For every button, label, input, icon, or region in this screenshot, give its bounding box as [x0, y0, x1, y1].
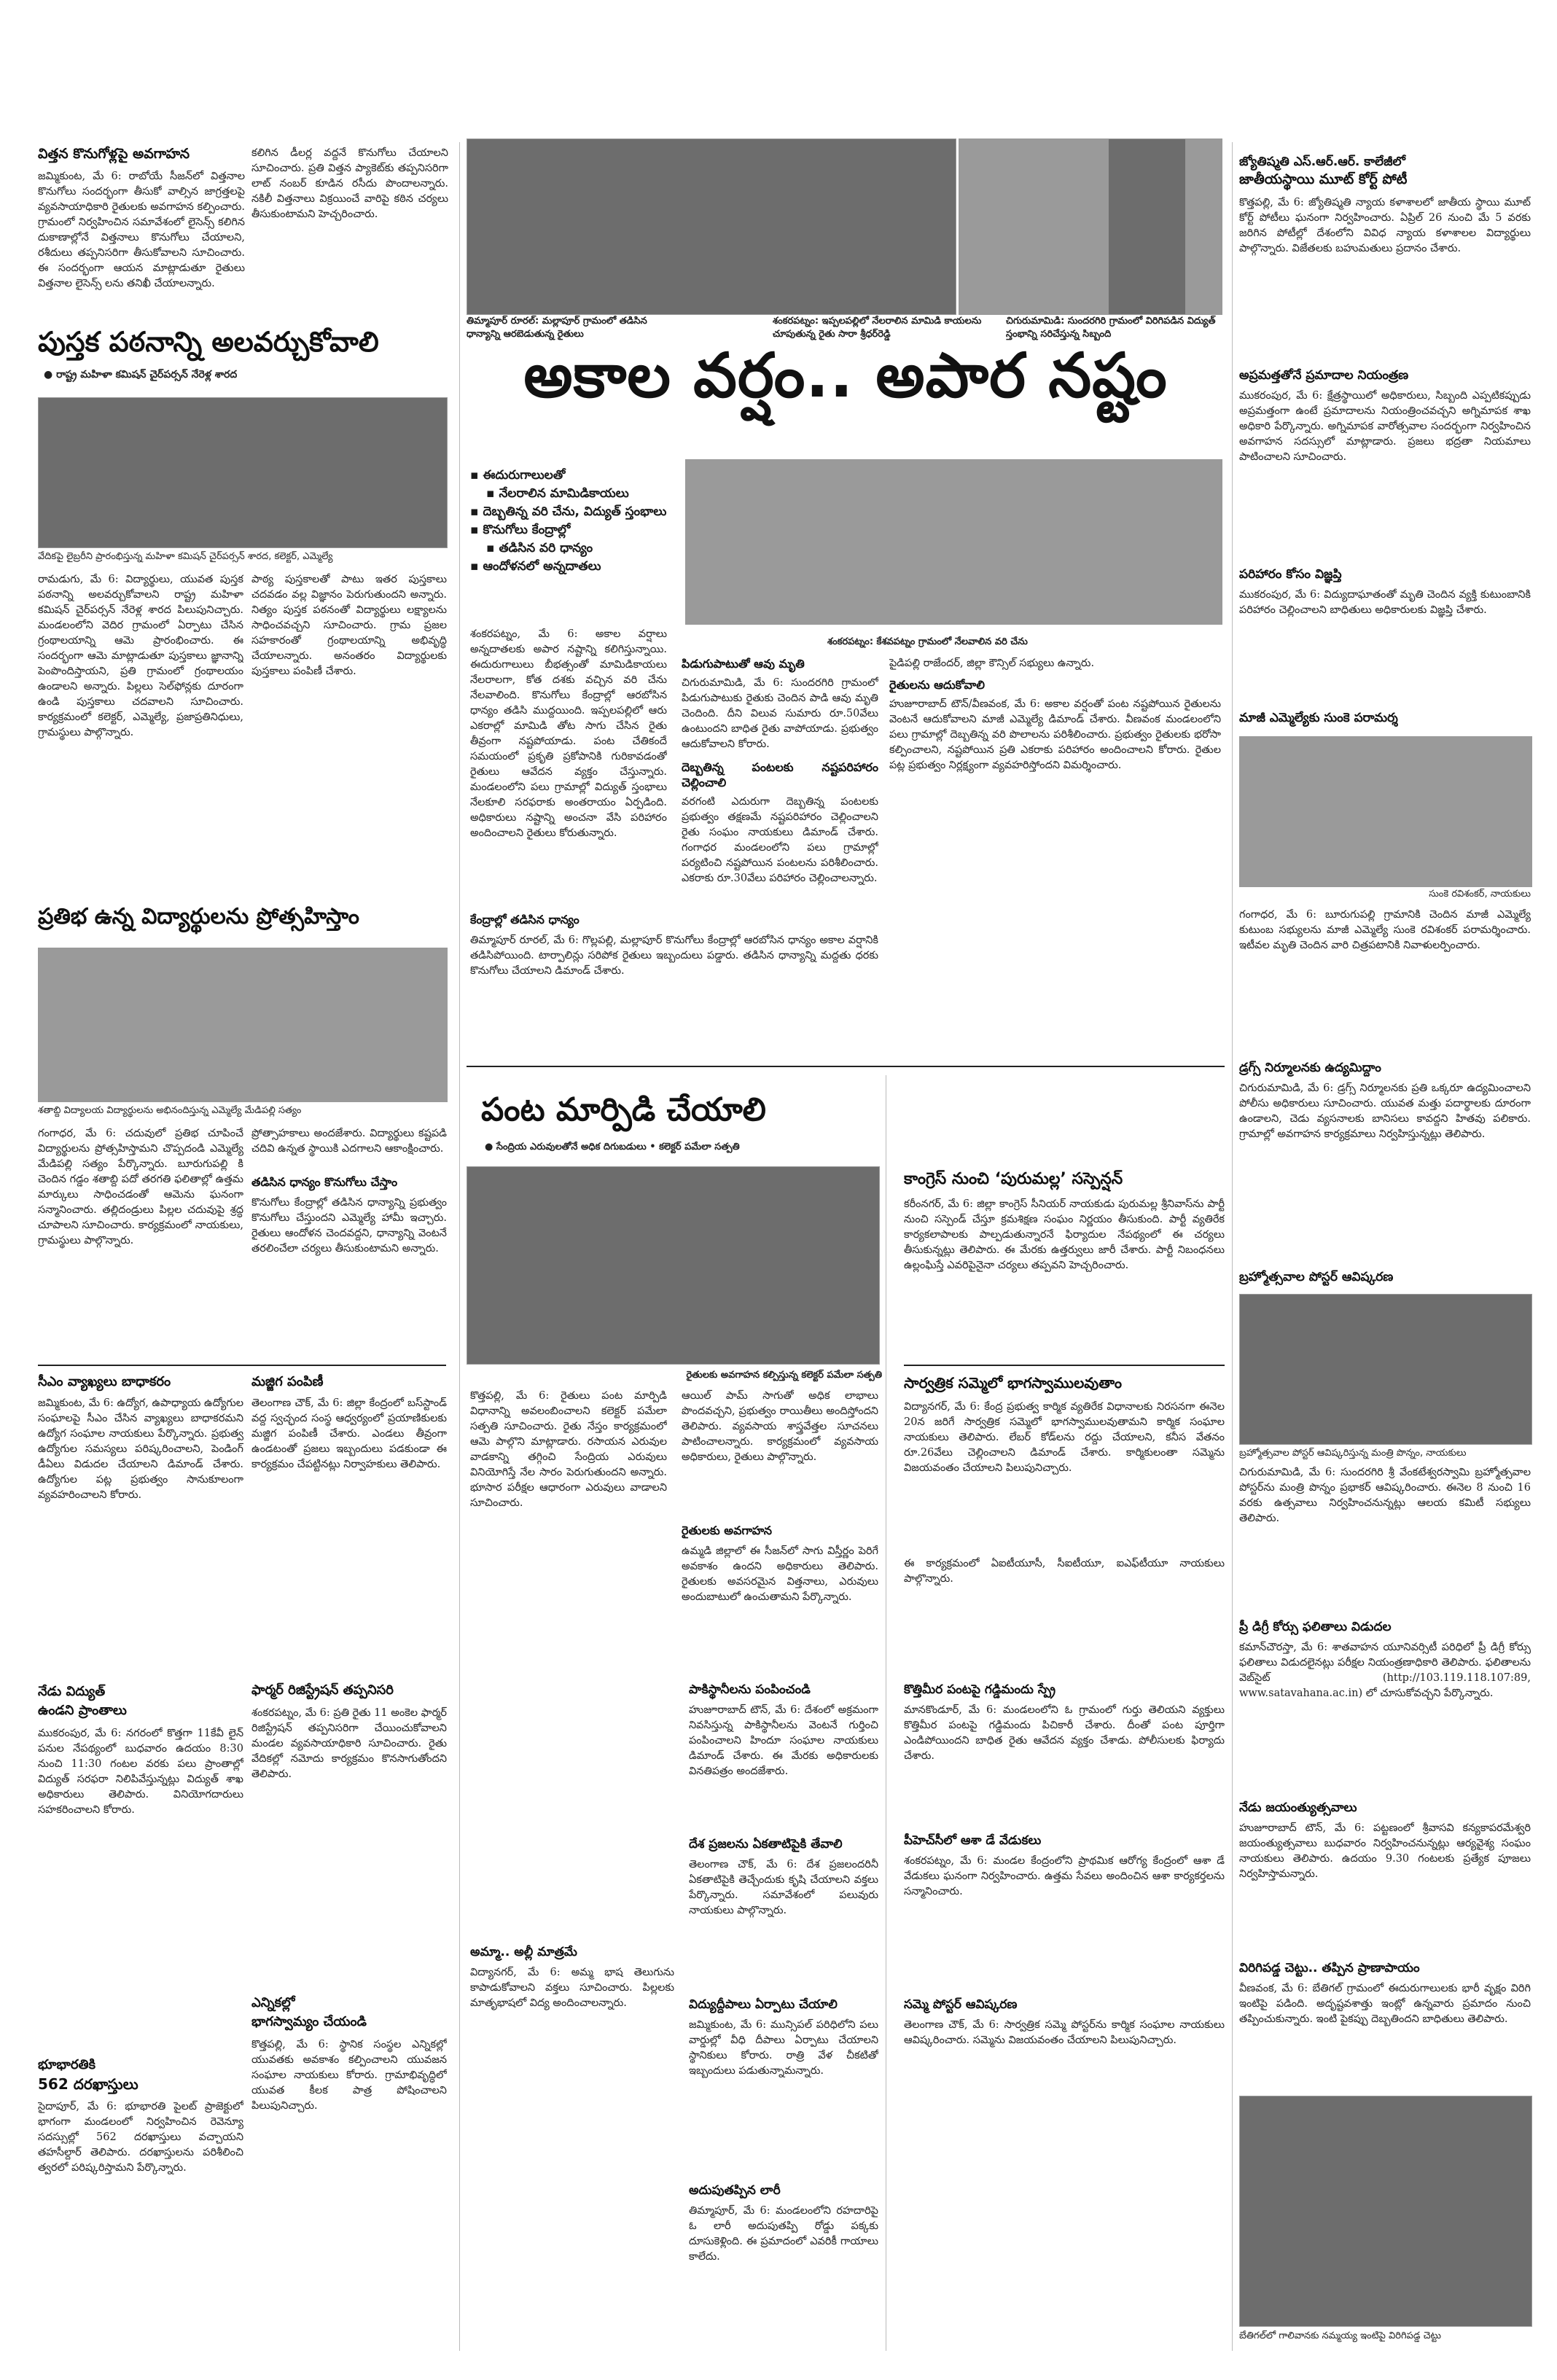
pre-degree-results-text: కమాన్‌చౌరస్తా, మే 6: శాతవాహన యూనివర్సిటీ పరిధిలో ప్రీ డిగ్రీ కోర్సు ఫలితాలు విడుదలైనట్లు పరీక్షల నియంత్రణాధికారి తెలిపారు. ఫలితాలను వెబ్‌సైట్ (http://103.119.118.107:89, www.satavahana.ac.in) లో చూసుకోవచ్చని పేర్కొన్నారు. [1239, 1642, 1531, 1699]
seed-awareness-text-cont: కలిగిన డీలర్ల వద్దనే కొనుగోలు చేయాలని సూచించారు. ప్రతి విత్తన ప్యాకెట్‌కు తప్పనిసరిగా లాట్ నంబర్ కూడిన రసీదు పొందాలన్నారు. నకిలీ విత్తనాలు విక్రయించే వారిపై కఠిన చర్యలు తీసుకుంటామని హెచ్చరించారు. [251, 147, 448, 220]
students-photo-caption: శతాబ్ది విద్యాలయ విద్యార్థులను అభినందిస్తున్న ఎమ్మెల్యే మేడిపల్లి సత్యం [38, 1105, 302, 1116]
support-farmers-block [889, 656, 1221, 1061]
farmer-awareness-text: ఉమ్మడి జిల్లాలో ఈ సీజన్‌లో సాగు విస్తీర్ణం పెరిగే అవకాశం ఉందని అధికారులు తెలిపారు. రైతులకు అవసరమైన విత్తనాలు, ఎరువులు అందుబాటులో ఉంచుతామని పేర్కొన్నారు. [682, 1545, 878, 1603]
brahmotsavam-photo-caption: బ్రహ్మోత్సవాల పోస్టర్ ఆవిష్కరిస్తున్న మంత్రి పొన్నం, నాయకులు [1239, 1448, 1467, 1459]
farmer-awareness-subheadline: రైతులకు అవగాహన [682, 1523, 772, 1537]
crop-rotation-byline-text: సేంద్రియ ఎరువులతోనే అధిక దిగుబడులు • కలెక్టర్ పమేలా సత్పతి [496, 1142, 740, 1152]
moot-court-headline-line1: జ్యోతిష్మతి ఎస్.ఆర్.ఆర్. కాలేజీలో [1239, 155, 1406, 169]
crop-compensation-text: వరగంటి ఎదురుగా దెబ్బతిన్న పంటలకు ప్రభుత్వం తక్షణమే నష్టపరిహారం చెల్లించాలని రైతు సంఘం నాయకులు డిమాండ్ చేశారు. గంగాధర మండలంలోని పలు గ్రామాల్లో పర్యటించి నష్టపోయిన పంటలను పరిశీలించారు. ఎకరాకు రూ.30వేలు పరిహారం చెల్లించాలన్నారు. [682, 796, 878, 884]
collector-farmers-photo [467, 1166, 880, 1365]
paddy-field-photo-caption: శంకరపట్నం: కేశవపట్నం గ్రామంలో నేలవాలిన వరి చేను [827, 636, 1028, 647]
fallen-tree-headline: విరిగిపడ్డ చెట్టు.. తప్పిన ప్రాణాపాయం [1239, 1961, 1420, 1975]
talented-students-text: గంగాధర, మే 6: చదువులో ప్రతిభ చూపించే విద్యార్థులను ప్రోత్సహిస్తామని చొప్పదండి ఎమ్మెల్యే మేడిపల్లి సత్యం పేర్కొన్నారు. బూరుగుపల్లి కి చెందిన గడ్డం శతాబ్ది పదో తరగతి ఫలితాల్లో ఉత్తమ మార్కులు సాధించడంతో ఆమెను ఘనంగా సన్మానించారు. తల్లిదండ్రులు పిల్లల చదువుపై శ్రద్ధ చూపాలని సూచించారు. కార్యక్రమంలో నాయకులు, గ్రామస్థులు పాల్గొన్నారు. [38, 1128, 243, 1246]
former-mla-visit-text: గంగాధర, మే 6: బూరుగుపల్లి గ్రామానికి చెందిన మాజీ ఎమ్మెల్యే కుటుంబ సభ్యులను మాజీ ఎమ్మెల్యే సుంకె రవిశంకర్ పరామర్శించారు. ఇటీవల మృతి చెందిన వారి చిత్రపటానికి నివాళులర్పించారు. [1239, 909, 1531, 951]
general-strike-text: విద్యానగర్, మే 6: కేంద్ర ప్రభుత్వ కార్మిక వ్యతిరేక విధానాలకు నిరసనగా ఈనెల 20న జరిగే సార్వత్రిక సమ్మెలో భాగస్వాములవుతామని కార్మిక సంఘాల నాయకులు తెలిపారు. లేబర్ కోడ్‌లను రద్దు చేయాలని, కనీస వేతనం రూ.26వేలు చెల్లించాలని డిమాండ్ చేశారు. కార్మికులంతా సమ్మెను విజయవంతం చేయాలని పిలుపునిచ్చారు. [904, 1401, 1225, 1474]
divider [38, 1365, 446, 1366]
library-photo-caption: వేదికపై లైబ్రరీని ప్రారంభిస్తున్న మహిళా కమిషన్ చైర్‌పర్సన్ శారద, కలెక్టర్, ఎమ్మెల్యే [38, 551, 333, 562]
seed-awareness-headline: విత్తన కొనుగోళ్లపై అవగాహన [38, 146, 190, 162]
reading-habit-text-cont: పాఠ్య పుస్తకాలతో పాటు ఇతర పుస్తకాలు చదవడం వల్ల విజ్ఞానం పెరుగుతుందని అన్నారు. నిత్యం పుస్తక పఠనంతో విద్యార్థులు లక్ష్యాలను సాధించవచ్చని సూచించారు. గ్రామ ప్రజల సహకారంతో గ్రంథాలయాన్ని అభివృద్ధి చేయాలన్నారు. అనంతరం విద్యార్థులకు పుస్తకాలు పంపిణీ చేశారు. [251, 574, 447, 677]
collector-photo-caption: రైతులకు అవగాహన కల్పిస్తున్న కలెక్టర్ పమేలా సత్పతి [686, 1370, 882, 1381]
farmer-registration-text: శంకరపట్నం, మే 6: ప్రతి రైతు 11 అంకెల ఫార్మర్ రిజిస్ట్రేషన్ తప్పనిసరిగా చేయించుకోవాలని మండల వ్యవసాయాధికారి సూచించారు. రైతు వేదికల్లో నమోదు కార్యక్రమం కొనసాగుతోందని తెలిపారు. [251, 1707, 447, 1780]
congress-suspension-text: కరీంనగర్, మే 6: జిల్లా కాంగ్రెస్ సీనియర్ నాయకుడు పురుమల్ల శ్రీనివాస్‌ను పార్టీ నుంచి సస్పెండ్ చేస్తూ క్రమశిక్షణ సంఘం నిర్ణయం తీసుకుంది. పార్టీ వ్యతిరేక కార్యకలాపాలకు పాల్పడుతున్నారనే ఫిర్యాదుల నేపథ్యంలో ఈ చర్యలు తీసుకున్నట్లు తెలిపారు. ఈ మేరకు ఉత్తర్వులు జారీ చేశారు. పార్టీ నిబంధనలు ఉల్లంఘిస్తే ఎవరిపైనైనా చర్యలు తప్పవని హెచ్చరించారు. [904, 1198, 1225, 1271]
reading-habit-text: రామడుగు, మే 6: విద్యార్థులు, యువత పుస్తక పఠనాన్ని అలవర్చుకోవాలని రాష్ట్ర మహిళా కమిషన్ చైర్‌పర్సన్ నేరెళ్ల శారద పిలుపునిచ్చారు. మండలంలోని వెదిర గ్రామంలో ఏర్పాటు చేసిన గ్రంథాలయాన్ని ఆమె ప్రారంభించారు. ఈ సందర్భంగా ఆమె మాట్లాడుతూ పుస్తకాలు జ్ఞానాన్ని పెంపొందిస్తాయని, ప్రతి గ్రామంలో గ్రంథాలయం ఉండాలని అన్నారు. పిల్లలు సెల్‌ఫోన్లకు దూరంగా ఉండి పుస్తకాలు చదవాలని సూచించారు. కార్యక్రమంలో కలెక్టర్, ఎమ్మెల్యే, ప్రజాప్రతినిధులు, గ్రామస్థులు పాల్గొన్నారు. [38, 574, 243, 738]
bhubharati-headline-line2: 562 దరఖాస్తులు [38, 2075, 138, 2093]
bullet-icon: ● [44, 369, 57, 381]
coriander-spray-headline: కొత్తిమీర పంటపై గడ్డిమందు స్ప్రే [904, 1682, 1056, 1697]
fallen-tree-text: వీణవంక, మే 6: బేతిగల్ గ్రామంలో ఈదురుగాలులకు భారీ వృక్షం విరిగి ఇంటిపై పడింది. అదృష్టవశాత్తు ఇంట్లో ఉన్నవారు ప్రమాదం నుంచి తప్పించుకున్నారు. ఇంటి పైకప్పు దెబ్బతిందని బాధితులు తెలిపారు. [1239, 1983, 1531, 2025]
amma-headline: అమ్మా.. అల్లీ మాత్రమే [470, 1945, 577, 1959]
cm-remarks-text: జమ్మికుంట, మే 6: ఉద్యోగ, ఉపాధ్యాయ ఉద్యోగుల సంఘాలపై సీఎం చేసిన వ్యాఖ్యలు బాధాకరమని ఉద్యోగ సంఘాల నాయకులు పేర్కొన్నారు. ప్రభుత్వ ఉద్యోగుల సమస్యలు పరిష్కరించాలని, పెండింగ్ డీఏలు విడుదల చేయాలని డిమాండ్ చేశారు. ఉద్యోగుల పట్ల ప్రభుత్వం సానుకూలంగా వ్యవహరించాలని కోరారు. [38, 1397, 243, 1501]
moot-court-text: కొత్తపల్లి, మే 6: జ్యోతిష్మతి న్యాయ కళాశాలలో జాతీయ స్థాయి మూట్ కోర్ట్ పోటీలు ఘనంగా నిర్వహించారు. ఏప్రిల్ 26 నుంచి మే 5 వరకు జరిగిన పోటీల్లో దేశంలోని వివిధ న్యాయ కళాశాలల విద్యార్థులు పాల్గొన్నారు. విజేతలకు బహుమతులు ప్రదానం చేశారు. [1239, 197, 1531, 254]
highlight-item: ▪ కొనుగోలు కేంద్రాల్లో [470, 521, 674, 539]
power-cut-text: ముకరంపుర, మే 6: నగరంలో కొత్తగా 11కేవీ లైన్ పనుల నేపథ్యంలో బుధవారం ఉదయం 8:30 నుంచి 11:30 గంటల వరకు పలు ప్రాంతాల్లో విద్యుత్ సరఫరా నిలిపివేస్తున్నట్లు విద్యుత్ శాఖ అధికారులు తెలిపారు. వినియోగదారులు సహకరించాలని కోరారు. [38, 1728, 243, 1816]
bullet-icon: ● [485, 1142, 496, 1152]
elections-text: కొత్తపల్లి, మే 6: స్థానిక సంస్థల ఎన్నికల్లో యువతకు అవకాశం కల్పించాలని యువజన సంఘాల నాయకులు కోరారు. గ్రామాభివృద్ధిలో యువత కీలక పాత్ర పోషించాలని పిలుపునిచ్చారు. [251, 2039, 447, 2112]
main-story-text-cont [682, 656, 878, 908]
students-felicitation-photo [38, 948, 448, 1102]
strike-poster-text: తెలంగాణ చౌక్, మే 6: సార్వత్రిక సమ్మె పోస్టర్‌ను కార్మిక సంఘాల నాయకులు ఆవిష్కరించారు. సమ్మెను విజయవంతం చేయాలని పిలుపునిచ్చారు. [904, 2019, 1225, 2046]
compensation-appeal-text: ముకరంపుర, మే 6: విద్యుదాఘాతంతో మృతి చెందిన వ్యక్తి కుటుంబానికి పరిహారం చెల్లించాలని బాధితులు అధికారులకు విజ్ఞప్తి చేశారు. [1239, 589, 1531, 616]
paddy-field-photo [685, 459, 1222, 625]
former-mla-visit-photo [1239, 736, 1532, 887]
brahmotsavam-text: చిగురుమామిడి, మే 6: సుందరగిరి శ్రీ వేంకటేశ్వరస్వామి బ్రహ్మోత్సవాల పోస్టర్‌ను మంత్రి పొన్నం ప్రభాకర్ ఆవిష్కరించారు. ఈనెల 8 నుంచి 16 వరకు ఉత్సవాలు నిర్వహించనున్నట్లు ఆలయ కమిటీ సభ్యులు తెలిపారు. [1239, 1467, 1531, 1524]
elections-headline-line1: ఎన్నికల్లో [251, 1995, 295, 2010]
elections-headline [251, 1994, 447, 2032]
street-lights-headline: విద్యుద్దీపాలు ఏర్పాటు చేయాలి [689, 1997, 838, 2012]
jayanthi-text: హుజూరాబాద్ టౌన్, మే 6: పట్టణంలో శ్రీవాసవి కన్యకాపరమేశ్వరి జయంత్యుత్సవాలు బుధవారం నిర్వహించనున్నట్లు ఆర్యవైశ్య సంఘం నాయకులు తెలిపారు. ఉదయం 9.30 గంటలకు ప్రత్యేక పూజలు నిర్వహిస్తామన్నారు. [1239, 1822, 1531, 1880]
seed-awareness-text: జమ్మికుంట, మే 6: రాబోయే సీజన్‌లో విత్తనాల కొనుగోలు సందర్భంగా తీసుకో వాల్సిన జాగ్రత్తలపై వ్యవసాయాధికారి రైతులకు అవగాహన కల్పించారు. గ్రామంలో నిర్వహించిన సమావేశంలో లైసెన్స్ కలిగిన దుకాణాల్లోనే విత్తనాలు కొనుగోలు చేయాలని, రశీదులు తప్పనిసరిగా తీసుకోవాలని సూచించారు. ఈ సందర్భంగా ఆయన మాట్లాడుతూ రైతులు విత్తనాల లైసెన్స్ లను తనిఖీ చేయాలన్నారు. [38, 171, 245, 289]
talented-students-text-cont: ప్రోత్సాహకాలు అందజేశారు. విద్యార్థులు కష్టపడి చదివి ఉన్నత స్థాయికి ఎదగాలని ఆకాంక్షించారు. [251, 1128, 447, 1155]
brahmotsavam-poster-photo [1239, 1294, 1532, 1445]
lightning-cow-subheadline: పిడుగుపాటుతో ఆవు మృతి [682, 657, 805, 671]
main-highlights [470, 467, 674, 576]
lorry-accident-headline: అదుపుతప్పిన లారీ [689, 2183, 781, 2198]
highlight-item: ▪ ఆందోళనలో అన్నదాతలు [470, 558, 674, 576]
national-unity-text: తెలంగాణ చౌక్, మే 6: దేశ ప్రజలందరినీ ఏకతాటిపైకి తెచ్చేందుకు కృషి చేయాలని వక్తలు పేర్కొన్నారు. సమావేశంలో పలువురు నాయకులు పాల్గొన్నారు. [689, 1859, 878, 1916]
general-strike-headline: సార్వత్రిక సమ్మెలో భాగస్వాములవుతాం [904, 1374, 1123, 1392]
former-mla-visit-headline: మాజీ ఎమ్మెల్యేకు సుంకె పరామర్శ [1239, 711, 1398, 725]
lorry-accident-text: తిమ్మాపూర్, మే 6: మండలంలోని రహదారిపై ఓ లారీ అదుపుతప్పి రోడ్డు పక్కకు దూసుకెళ్లింది. ఈ ప్రమాదంలో ఎవరికీ గాయాలు కాలేదు. [689, 2205, 878, 2263]
general-strike-text-cont: ఈ కార్యక్రమంలో ఏఐటీయూసీ, సీఐటీయూ, ఐఎఫ్‌టీయూ నాయకులు పాల్గొన్నారు. [904, 1558, 1225, 1585]
national-unity-headline: దేశ ప్రజలను ఏకతాటిపైకి తేవాలి [689, 1837, 843, 1852]
highlight-item: ▪ తడిసిన వరి ధాన్యం [470, 539, 674, 558]
support-farmers-text: హుజూరాబాద్ టౌన్/వీణవంక, మే 6: అకాల వర్షంతో పంట నష్టపోయిన రైతులను వెంటనే ఆదుకోవాలని మాజీ ఎమ్మెల్యే డిమాండ్ చేశారు. వీణవంక మండలంలోని పలు గ్రామాల్లో దెబ్బతిన్న వరి పొలాలను పరిశీలించారు. ప్రభుత్వం రైతులకు భరోసా కల్పించాలని, నష్టపోయిన ప్రతి ఎకరాకు పరిహారం అందించాలని కోరారు. రైతుల పట్ల ప్రభుత్వం నిర్లక్ష్యంగా వ్యవహరిస్తోందని విమర్శించారు. [889, 698, 1221, 771]
pre-degree-results-headline: ప్రీ డిగ్రీ కోర్సు ఫలితాలు విడుదల [1239, 1620, 1392, 1634]
bhubharati-headline [38, 2056, 242, 2094]
fire-safety-text: ముకరంపుర, మే 6: క్షేత్రస్థాయిలో అధికారులు, సిబ్బంది ఎప్పటికప్పుడు అప్రమత్తంగా ఉంటే ప్రమాదాలను నియంత్రించవచ్చని అగ్నిమాపక శాఖ అధికారి పేర్కొన్నారు. అగ్నిమాపక వారోత్సవాల సందర్భంగా నిర్వహించిన అవగాహన సదస్సులో మాట్లాడారు. ప్రజలు భద్రతా నియమాలు పాటించాలని సూచించారు. [1239, 390, 1531, 463]
fallen-mangoes-photo-caption: శంకరపట్నం: ఇప్పలపల్లిలో నేలరాలిన మామిడి కాయలను చూపుతున్న రైతు సారా శ్రీధర్‌రెడ్డి [773, 316, 982, 340]
street-lights-text: జమ్మికుంట, మే 6: మున్సిపల్ పరిధిలోని పలు వార్డుల్లో వీధి దీపాలు ఏర్పాటు చేయాలని స్థానికులు కోరారు. రాత్రి వేళ చీకటితో ఇబ్బందులు పడుతున్నామన్నారు. [689, 2019, 878, 2077]
moot-court-headline-line2: జాతీయస్థాయి మూట్ కోర్ట్ పోటీ [1239, 171, 1408, 187]
reading-habit-headline: పుస్తక పఠనాన్ని అలవర్చుకోవాలి [38, 326, 379, 358]
buttermilk-headline: మజ్జిగ పంపిణీ [251, 1374, 324, 1389]
column-divider [459, 142, 460, 2351]
anti-drugs-text: చిగురుమామిడి, మే 6: డ్రగ్స్ నిర్మూలనకు ప్రతి ఒక్కరూ ఉద్యమించాలని పోలీసు అధికారులు సూచించారు. యువత మత్తు పదార్థాలకు దూరంగా ఉండాలని, చెడు వ్యసనాలకు బానిసలు కావద్దని హితవు పలికారు. గ్రామాల్లో అవగాహన కార్యక్రమాలు నిర్వహిస్తున్నట్లు తెలిపారు. [1239, 1082, 1531, 1140]
highlight-item: ▪ దెబ్బతిన్న వరి చేను, విద్యుత్ స్తంభాలు [470, 503, 674, 521]
reading-habit-byline-text: రాష్ట్ర మహిళా కమిషన్ చైర్‌పర్సన్ నేరెళ్ల శారద [56, 369, 238, 381]
farmer-registration-headline: ఫార్మర్ రిజిస్ట్రేషన్ తప్పనిసరి [251, 1682, 394, 1698]
power-cut-headline-line1: నేడు విద్యుత్ [38, 1684, 106, 1699]
wet-grain-centres-text: తిమ్మాపూర్ రూరల్, మే 6: గొల్లపల్లి, మల్లాపూర్ కొనుగోలు కేంద్రాల్లో ఆరబోసిన ధాన్యం అకాల వర్షానికి తడిసిపోయింది. టార్పాలిన్లు సరిపోక రైతులు ఇబ్బందులు పడ్డారు. తడిసిన ధాన్యాన్ని మద్దతు ధరకు కొనుగోలు చేయాలని డిమాండ్ చేశారు. [470, 935, 878, 977]
asha-day-headline: పీహెచ్‌సీలో ఆశా డే వేడుకలు [904, 1833, 1042, 1848]
crop-rotation-byline [485, 1141, 893, 1154]
wet-grain-purchase-text: కొనుగోలు కేంద్రాల్లో తడిసిన ధాన్యాన్ని ప్రభుత్వం కొనుగోలు చేస్తుందని ఎమ్మెల్యే హామీ ఇచ్చారు. రైతులు ఆందోళన చెందవద్దని, ధాన్యాన్ని వెంటనే తరలించేలా చర్యలు తీసుకుంటామని అన్నారు. [251, 1197, 447, 1255]
pakistan-text: హుజూరాబాద్ టౌన్, మే 6: దేశంలో అక్రమంగా నివసిస్తున్న పాకిస్థానీలను వెంటనే గుర్తించి పంపించాలని హిందూ సంఘాల నాయకులు డిమాండ్ చేశారు. ఈ మేరకు అధికారులకు వినతిపత్రం అందజేశారు. [689, 1704, 878, 1777]
highlight-item: ▪ నేలరాలిన మామిడికాయలు [470, 485, 674, 503]
support-farmers-subheadline: రైతులను ఆదుకోవాలి [889, 678, 985, 692]
crop-rotation-text: కొత్తపల్లి, మే 6: రైతులు పంట మార్పిడి విధానాన్ని అవలంబించాలని కలెక్టర్ పమేలా సత్పతి సూచించారు. రైతు నేస్తం కార్యక్రమంలో ఆమె పాల్గొని మాట్లాడారు. రసాయన ఎరువుల వాడకాన్ని తగ్గించి సేంద్రియ ఎరువులు వినియోగిస్తే నేల సారం పెరుగుతుందని అన్నారు. భూసార పరీక్షల ఆధారంగా ఎరువులు వాడాలని సూచించారు. [470, 1390, 667, 1509]
crop-rotation-text-cont: ఆయిల్ పామ్ సాగుతో అధిక లాభాలు పొందవచ్చని, ప్రభుత్వం రాయితీలు అందిస్తోందని తెలిపారు. వ్యవసాయ శాస్త్రవేత్తల సూచనలు పాటించాలన్నారు. కార్యక్రమంలో వ్యవసాయ అధికారులు, రైతులు పాల్గొన్నారు. [682, 1390, 878, 1463]
crop-rotation-headline: పంట మార్పిడి చేయాలి [481, 1091, 766, 1128]
divider [904, 1365, 1225, 1366]
lightning-cow-text: చిగురుమామిడి, మే 6: సుందరగిరి గ్రామంలో పిడుగుపాటుకు రైతుకు చెందిన పాడి ఆవు మృతి చెందింది. దీని విలువ సుమారు రూ.50వేలు ఉంటుందని బాధిత రైతు వాపోయాడు. ప్రభుత్వం ఆదుకోవాలని కోరారు. [682, 677, 878, 750]
brahmotsavam-poster-headline: బ్రహ్మోత్సవాల పోస్టర్ ఆవిష్కరణ [1239, 1270, 1394, 1284]
cm-remarks-headline: సీఎం వ్యాఖ్యలు బాధాకరం [38, 1374, 171, 1389]
asha-day-text: శంకరపట్నం, మే 6: మండల కేంద్రంలోని ప్రాథమిక ఆరోగ్య కేంద్రంలో ఆశా డే వేడుకలు ఘనంగా నిర్వహించారు. ఉత్తమ సేవలు అందించిన ఆశా కార్యకర్తలను సన్మానించారు. [904, 1855, 1225, 1897]
main-headline: అకాల వర్షం.. అపార నష్టం [523, 340, 1168, 411]
electric-pole-photo-left [1108, 138, 1186, 315]
reading-habit-byline [44, 368, 437, 381]
column-divider [1232, 142, 1233, 2351]
buttermilk-text: తెలంగాణ చౌక్, మే 6: జిల్లా కేంద్రంలో బస్‌స్టాండ్ వద్ద స్వచ్ఛంద సంస్థ ఆధ్వర్యంలో ప్రయాణికులకు మజ్జిగ పంపిణీ చేశారు. ఎండలు తీవ్రంగా ఉండటంతో ప్రజలు ఇబ్బందులు పడకుండా ఈ కార్యక్రమం చేపట్టినట్లు నిర్వాహకులు తెలిపారు. [251, 1397, 447, 1470]
library-opening-photo [38, 397, 448, 548]
fallen-tree-photo [1239, 2096, 1532, 2327]
compensation-appeal-headline: పరిహారం కోసం విజ్ఞప్తి [1239, 567, 1342, 582]
jayanthi-headline: నేడు జయంత్యుత్సవాలు [1239, 1800, 1357, 1815]
amma-text: విద్యానగర్, మే 6: అమ్మ భాష తెలుగును కాపాడుకోవాలని వక్తలు సూచించారు. పిల్లలకు మాతృభాషలో విద్య అందించాలన్నారు. [470, 1967, 674, 2009]
fire-safety-headline: అప్రమత్తతోనే ప్రమాదాల నియంత్రణ [1239, 368, 1409, 383]
strike-poster-headline: సమ్మె పోస్టర్ ఆవిష్కరణ [904, 1997, 1018, 2012]
wet-grain-centres-subheadline: కేంద్రాల్లో తడిసిన ధాన్యం [470, 913, 580, 926]
elections-headline-line2: భాగస్వామ్యం చేయండి [251, 2014, 367, 2029]
bhubharati-headline-line1: భూభారతికి [38, 2057, 95, 2072]
moot-court-headline [1239, 153, 1531, 188]
divider [467, 1066, 1225, 1067]
crop-compensation-subheadline: దెబ్బతిన్న పంటలకు నష్టపరిహారం చెల్లించాలి [682, 760, 878, 789]
power-cut-headline-line2: ఉండని ప్రాంతాలు [38, 1703, 127, 1718]
former-mla-photo-caption: సుంకె రవిశంకర్, నాయకులు [1429, 889, 1531, 900]
fallen-tree-photo-caption: బేతిగల్‌లో గాలివానకు నమ్మయ్య ఇంటిపై విరిగిపడ్డ చెట్టు [1239, 2330, 1441, 2341]
power-cut-headline [38, 1682, 242, 1720]
bhubharati-text: సైదాపూర్, మే 6: భూభారతి పైలట్ ప్రాజెక్టులో భాగంగా మండలంలో నిర్వహించిన రెవెన్యూ సదస్సుల్లో 562 దరఖాస్తులు వచ్చాయని తహసీల్దార్ తెలిపారు. దరఖాస్తులను పరిశీలించి త్వరలో పరిష్కరిస్తామని పేర్కొన్నారు. [38, 2101, 243, 2174]
coriander-spray-text: మానకొండూర్, మే 6: మండలంలోని ఓ గ్రామంలో గుర్తు తెలియని వ్యక్తులు కొత్తిమీర పంటపై గడ్డిమందు పిచికారీ చేశారు. దీంతో పంట పూర్తిగా ఎండిపోయిందని బాధిత రైతు ఆవేదన వ్యక్తం చేశాడు. పోలీసులకు ఫిర్యాదు చేశారు. [904, 1704, 1225, 1762]
pakistan-headline: పాకిస్థానీలను పంపించండి [689, 1682, 811, 1697]
anti-drugs-headline: డ్రగ్స్ నిర్మూలనకు ఉద్యమిద్దాం [1239, 1061, 1381, 1075]
highlights-list [470, 467, 674, 576]
electric-pole-photo-caption: చిగురుమామిడి: సుందరగిరి గ్రామంలో విరిగిపడిన విద్యుత్ స్తంభాన్ని సరిచేస్తున్న సిబ్బంది [1006, 316, 1216, 340]
support-farmers-top: పైడిపల్లి రాజేందర్, జిల్లా కౌన్సిల్ సభ్యులు ఉన్నారు. [889, 658, 1095, 669]
wet-grain-photo-caption: తిమ్మాపూర్ రూరల్: మల్లాపూర్ గ్రామంలో తడిసిన ధాన్యాన్ని ఆరబెడుతున్న రైతులు [467, 316, 647, 340]
highlight-item: ▪ ఈదురుగాలులతో [470, 467, 674, 485]
congress-suspension-headline: కాంగ్రెస్ నుంచి ‘పురుమల్ల’ సస్పెన్షన్ [904, 1170, 1123, 1188]
talented-students-headline: ప్రతిభ ఉన్న విద్యార్థులను ప్రోత్సహిస్తాం [38, 904, 359, 929]
wet-grain-photo [467, 138, 956, 315]
wet-grain-purchase-subheadline: తడిసిన ధాన్యం కొనుగోలు చేస్తాం [251, 1175, 398, 1189]
main-story-text: శంకరపట్నం, మే 6: అకాల వర్షాలు అన్నదాతలకు అపార నష్టాన్ని కలిగిస్తున్నాయి. ఈదురుగాలులు బీభత్సంతో మామిడికాయలు నేలరాలగా, కోత దశకు వచ్చిన వరి చేను నేలవాలింది. కొనుగోలు కేంద్రాల్లో ఆరబోసిన ధాన్యం తడిసి ముద్దయింది. ఇప్పలపల్లిలో ఆరు ఎకరాల్లో మామిడి తోట సాగు చేసిన రైతు తీవ్రంగా నష్టపోయాడు. పంట చేతికందే సమయంలో ప్రకృతి ప్రకోపానికి గురికావడంతో రైతులు ఆవేదన వ్యక్తం చేస్తున్నారు. మండలంలోని పలు గ్రామాల్లో విద్యుత్ స్తంభాలు నేలకూలి సరఫరాకు అంతరాయం ఏర్పడింది. అధికారులు నష్టాన్ని అంచనా వేసి పరిహారం అందించాలని రైతులు కోరుతున్నారు. [470, 628, 667, 839]
